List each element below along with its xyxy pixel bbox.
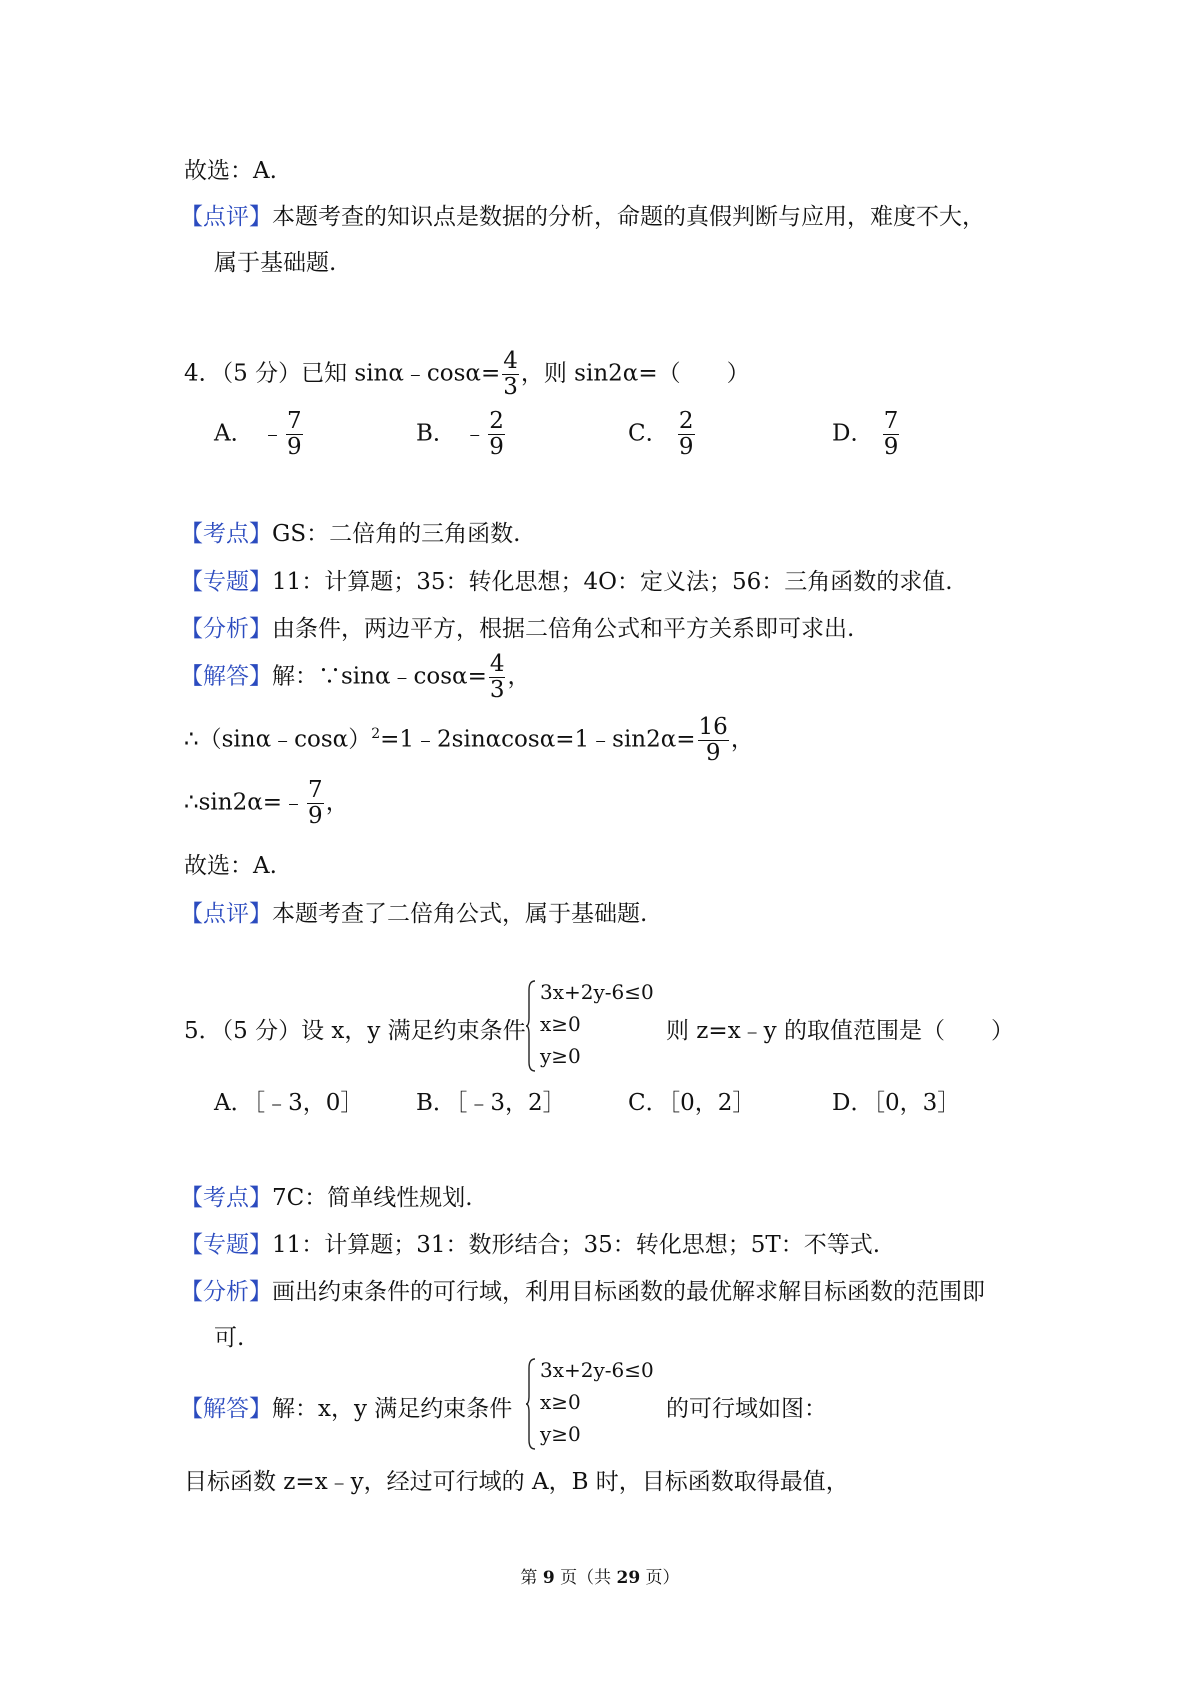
q4-kaodian: 【考点】GS：二倍角的三角函数. — [180, 521, 521, 547]
q5-stem-suffix: 则 z=x﹣y 的取值范围是（ ） — [666, 1018, 1014, 1044]
q5-jieda-suffix: 的可行域如图： — [666, 1396, 827, 1422]
q5-fenxi: 【分析】画出约束条件的可行域，利用目标函数的最优解求解目标函数的范围即 — [180, 1279, 985, 1305]
constraint-row: x≥0 — [540, 1390, 581, 1414]
q4-stem-suffix: ，则 sin2α=（ ） — [520, 360, 750, 387]
constraint-row: x≥0 — [540, 1012, 581, 1036]
q5-option-b: B．［﹣3，2］ — [416, 1090, 566, 1116]
q5-kaodian: 【考点】7C：简单线性规划. — [180, 1185, 473, 1211]
constraint-row: y≥0 — [540, 1044, 581, 1068]
q4-fraction: $\frac{4}{3}$ — [503, 348, 518, 400]
page-footer: 第 9 页（共 29 页） — [520, 1568, 680, 1588]
q5-fenxi-continuation: 可. — [214, 1325, 245, 1351]
total-pages: 29 — [616, 1568, 641, 1588]
q4-option-a: A． ﹣ $\frac{7}{9}$ — [214, 408, 302, 460]
q4-option-b: B． ﹣ $\frac{2}{9}$ — [416, 408, 504, 460]
conclusion-text: 故选：A. — [184, 158, 277, 184]
left-brace-icon — [526, 1358, 536, 1450]
page-number: 9 — [542, 1568, 555, 1588]
q5-option-c: C．［0，2］ — [628, 1090, 756, 1116]
review-tag: 【点评】 — [180, 204, 272, 230]
q4-fenxi: 【分析】由条件，两边平方，根据二倍角公式和平方关系即可求出. — [180, 616, 855, 642]
q4-option-c: C． $\frac{2}{9}$ — [628, 408, 694, 460]
q4-conclusion: 故选：A. — [184, 853, 277, 879]
left-brace-icon — [526, 980, 536, 1072]
q5-zhuanti: 【专题】11：计算题；31：数形结合；35：转化思想；5T：不等式. — [180, 1232, 881, 1258]
q4-stem — [184, 350, 750, 399]
constraint-row: y≥0 — [540, 1422, 581, 1446]
constraint-row: 3x+2y-6≤0 — [540, 980, 654, 1004]
q4-zhuanti: 【专题】11：计算题；35：转化思想；4O：定义法；56：三角函数的求值. — [180, 569, 953, 595]
q4-stem-prefix: 4．（5 分）已知 sinα﹣cosα= — [184, 360, 501, 387]
q5-option-d: D．［0，3］ — [832, 1090, 961, 1116]
q4-option-d: D． $\frac{7}{9}$ — [832, 408, 899, 460]
q4-jieda: 【解答】解：∵sinα﹣cosα= $\frac{4}{3}$ ， — [180, 651, 531, 703]
review-text: 本题考查的知识点是数据的分析，命题的真假判断与应用，难度不大， — [272, 204, 985, 230]
q5-stem-prefix: 5．（5 分）设 x，y 满足约束条件 — [184, 1018, 526, 1044]
q5-jieda-prefix: 【解答】解：x，y 满足约束条件 — [180, 1396, 513, 1422]
review-line — [180, 206, 985, 229]
q4-step3: ∴sin2α=﹣ $\frac{7}{9}$ ， — [184, 777, 349, 829]
review-continuation: 属于基础题. — [214, 250, 337, 276]
constraint-row: 3x+2y-6≤0 — [540, 1358, 654, 1382]
q4-review: 【点评】本题考查了二倍角公式，属于基础题. — [180, 901, 648, 927]
q5-last-line: 目标函数 z=x﹣y，经过可行域的 A，B 时，目标函数取得最值， — [184, 1469, 849, 1495]
q5-option-a: A．［﹣3，0］ — [214, 1090, 364, 1116]
q4-step2: ∴（sinα﹣cosα）$^2$=1﹣2sinαcosα=1﹣sin2α= $\frac{16}{9}$ ， — [184, 714, 754, 766]
